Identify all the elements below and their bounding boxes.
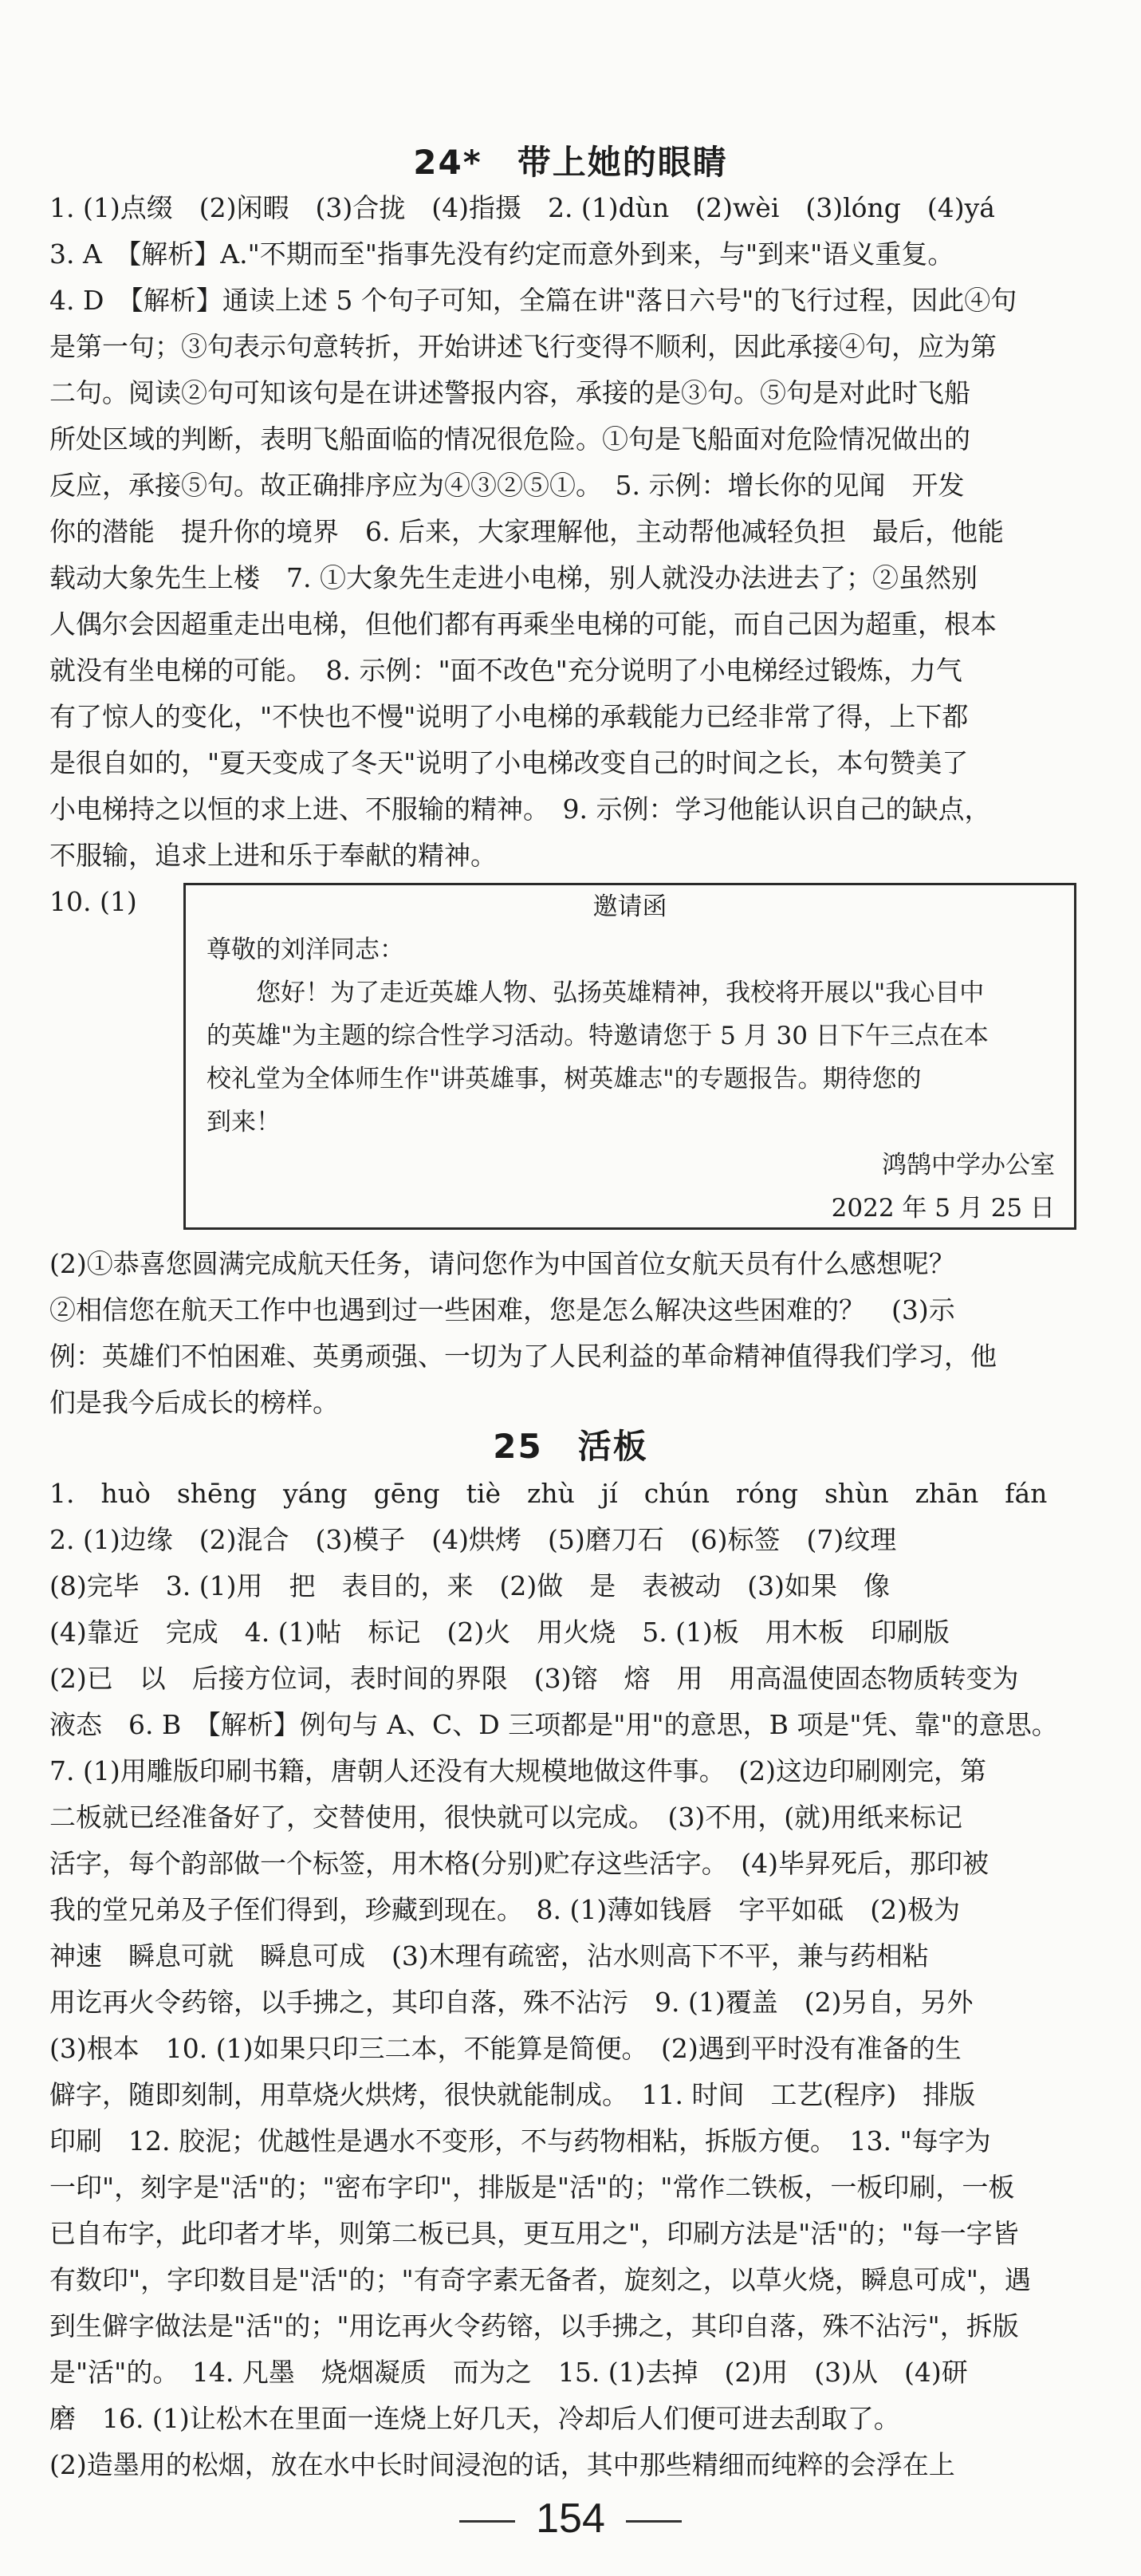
answer-line: 你的潜能 提升你的境界 6. 后来，大家理解他，主动帮他减轻负担 最后，他能 <box>49 516 1004 547</box>
answer-line: 磨 16. (1)让松木在里面一连烧上好几天，冷却后人们便可进去刮取了。 <box>49 2403 900 2434</box>
answer-line: ②相信您在航天工作中也遇到过一些困难，您是怎么解决这些困难的？ (3)示 <box>49 1294 955 1325</box>
answer-line: 1. (1)点缀 (2)闲暇 (3)合拢 (4)指摄 2. (1)dùn (2)wèi (3)lóng (4)yá <box>49 192 995 223</box>
answer-line: 小电梯持之以恒的求上进、不服输的精神。 9. 示例：学习他能认识自己的缺点， <box>49 794 991 825</box>
answer-line: 有了惊人的变化，"不快也不慢"说明了小电梯的承载能力已经非常了得，上下都 <box>49 701 969 732</box>
letter-body-line: 的英雄"为主题的综合性学习活动。特邀请您于 5 月 30 日下午三点在本 <box>207 1022 989 1050</box>
answer-line: (2)已 以 后接方位词，表时间的界限 (3)镕 熔 用 用高温使固态物质转变为 <box>49 1663 1019 1694</box>
page-number <box>0 2493 1141 2544</box>
answer-line: 僻字，随即刻制，用草烧火烘烤，很快就能制成。 11. 时间 工艺(程序) 排版 <box>49 2079 976 2110</box>
answer-line: 7. (1)用雕版印刷书籍，唐朝人还没有大规模地做这件事。 (2)这边印刷刚完，第 <box>49 1755 986 1786</box>
letter-salutation: 尊敬的刘洋同志： <box>207 935 404 964</box>
answer-line: 神速 瞬息可就 瞬息可成 (3)木理有疏密，沾水则高下不平，兼与药相粘 <box>49 1940 929 1971</box>
letter-heading: 邀请函 <box>592 892 667 921</box>
answer-line: 1. huò shēng yáng gēng tiè zhù jí chún róng shùn zhān fán <box>49 1478 1048 1509</box>
q10-label: 10. (1) <box>49 886 137 917</box>
answer-line: 印刷 12. 胶泥；优越性是遇水不变形，不与药物相粘，拆版方便。 13. "每字为 <box>49 2125 991 2157</box>
answer-line: 到生僻字做法是"活"的；"用讫再火令药镕，以手拂之，其印自落，殊不沾污"，拆版 <box>49 2310 1019 2342</box>
section-24-answers-continued <box>49 1241 1086 1426</box>
answer-line: 我的堂兄弟及子侄们得到，珍藏到现在。 8. (1)薄如钱唇 字平如砥 (2)极为 <box>49 1894 960 1925</box>
answer-line: 所处区域的判断，表明飞船面临的情况很危险。①句是飞船面对危险情况做出的 <box>49 423 970 455</box>
answer-line: 4. D 【解析】通读上述 5 个句子可知，全篇在讲"落日六号"的飞行过程，因此④句 <box>49 285 1017 316</box>
invitation-letter-box <box>183 883 1076 1230</box>
letter-body-line: 校礼堂为全体师生作"讲英雄事，树英雄志"的专题报告。期待您的 <box>207 1065 922 1093</box>
answer-line: 液态 6. B 【解析】例句与 A、C、D 三项都是"用"的意思，B 项是"凭、靠"的意思。 <box>49 1709 1058 1740</box>
answer-line: 用讫再火令药镕，以手拂之，其印自落，殊不沾污 9. (1)覆盖 (2)另自，另外 <box>49 1987 974 2018</box>
answer-line: 例：英雄们不怕困难、英勇顽强、一切为了人民利益的革命精神值得我们学习，他 <box>49 1341 997 1372</box>
answer-line: (2)①恭喜您圆满完成航天任务，请问您作为中国首位女航天员有什么感想呢？ <box>49 1248 955 1279</box>
answer-line: 人偶尔会因超重走出电梯，但他们都有再乘坐电梯的可能，而自己因为超重，根本 <box>49 609 997 640</box>
answer-line: 们是我今后成长的榜样。 <box>49 1387 339 1418</box>
answer-line: 反应，承接⑤句。故正确排序应为④③②⑤①。 5. 示例：增长你的见闻 开发 <box>49 470 965 501</box>
section-25-answers <box>49 1471 1086 2488</box>
answer-line: 2. (1)边缘 (2)混合 (3)模子 (4)烘烤 (5)磨刀石 (6)标签 (7)纹理 <box>49 1524 897 1555</box>
answer-line: 已自布字，此印者才毕，则第二板已具，更互用之"，印刷方法是"活"的；"每一字皆 <box>49 2218 1019 2249</box>
letter-signature: 鸿鹄中学办公室 <box>882 1151 1055 1180</box>
answer-line: 一印"，刻字是"活"的；"密布字印"，排版是"活"的；"常作二铁板，一板印刷，一板 <box>49 2172 1015 2203</box>
section-24-answers <box>49 185 1086 925</box>
page-number-dash-left <box>459 2520 515 2523</box>
answer-line: 是很自如的，"夏天变成了冬天"说明了小电梯改变自己的时间之长，本句赞美了 <box>49 747 969 778</box>
answer-line: 是"活"的。 14. 凡墨 烧烟凝质 而为之 15. (1)去掉 (2)用 (3)从 (4)研 <box>49 2357 968 2388</box>
letter-body-line: 到来！ <box>207 1108 281 1136</box>
answer-line: 二句。阅读②句可知该句是在讲述警报内容，承接的是③句。⑤句是对此时飞船 <box>49 377 970 408</box>
answer-line: (4)靠近 完成 4. (1)帖 标记 (2)火 用火烧 5. (1)板 用木板 印刷版 <box>49 1617 950 1648</box>
answer-line: (8)完毕 3. (1)用 把 表目的，来 (2)做 是 表被动 (3)如果 像 <box>49 1570 890 1601</box>
answer-line: 不服输，追求上进和乐于奉献的精神。 <box>49 840 497 871</box>
answer-line: (3)根本 10. (1)如果只印三二本，不能算是简便。 (2)遇到平时没有准备的生 <box>49 2033 962 2064</box>
answer-line: 就没有坐电梯的可能。 8. 示例："面不改色"充分说明了小电梯经过锻炼，力气 <box>49 655 962 686</box>
answer-line: 活字，每个韵部做一个标签，用木格(分别)贮存这些活字。 (4)毕昇死后，那印被 <box>49 1848 989 1879</box>
section-24-title: 24* 带上她的眼睛 <box>413 143 728 182</box>
answer-line: 3. A 【解析】A."不期而至"指事先没有约定而意外到来，与"到来"语义重复。 <box>49 238 954 270</box>
section-25-title: 25 活板 <box>493 1427 648 1466</box>
answer-line: 有数印"，字印数目是"活"的；"有奇字素无备者，旋刻之，以草火烧，瞬息可成"，遇 <box>49 2264 1031 2295</box>
answer-line: 二板就已经准备好了，交替使用，很快就可以完成。 (3)不用，(就)用纸来标记 <box>49 1802 962 1833</box>
answer-line: 是第一句；③句表示句意转折，开始讲述飞行变得不顺利，因此承接④句，应为第 <box>49 331 997 362</box>
answer-line: 载动大象先生上楼 7. ①大象先生走进小电梯，别人就没办法进去了；②虽然别 <box>49 562 978 593</box>
letter-body-line: 您好！为了走近英雄人物、弘扬英雄精神，我校将开展以"我心目中 <box>207 979 985 1007</box>
page-number-dash-right <box>626 2520 682 2523</box>
letter-date: 2022 年 5 月 25 日 <box>831 1194 1055 1223</box>
page-number-value: 154 <box>536 2495 605 2542</box>
answer-line: (2)造墨用的松烟，放在水中长时间浸泡的话，其中那些精细而纯粹的会浮在上 <box>49 2449 955 2480</box>
